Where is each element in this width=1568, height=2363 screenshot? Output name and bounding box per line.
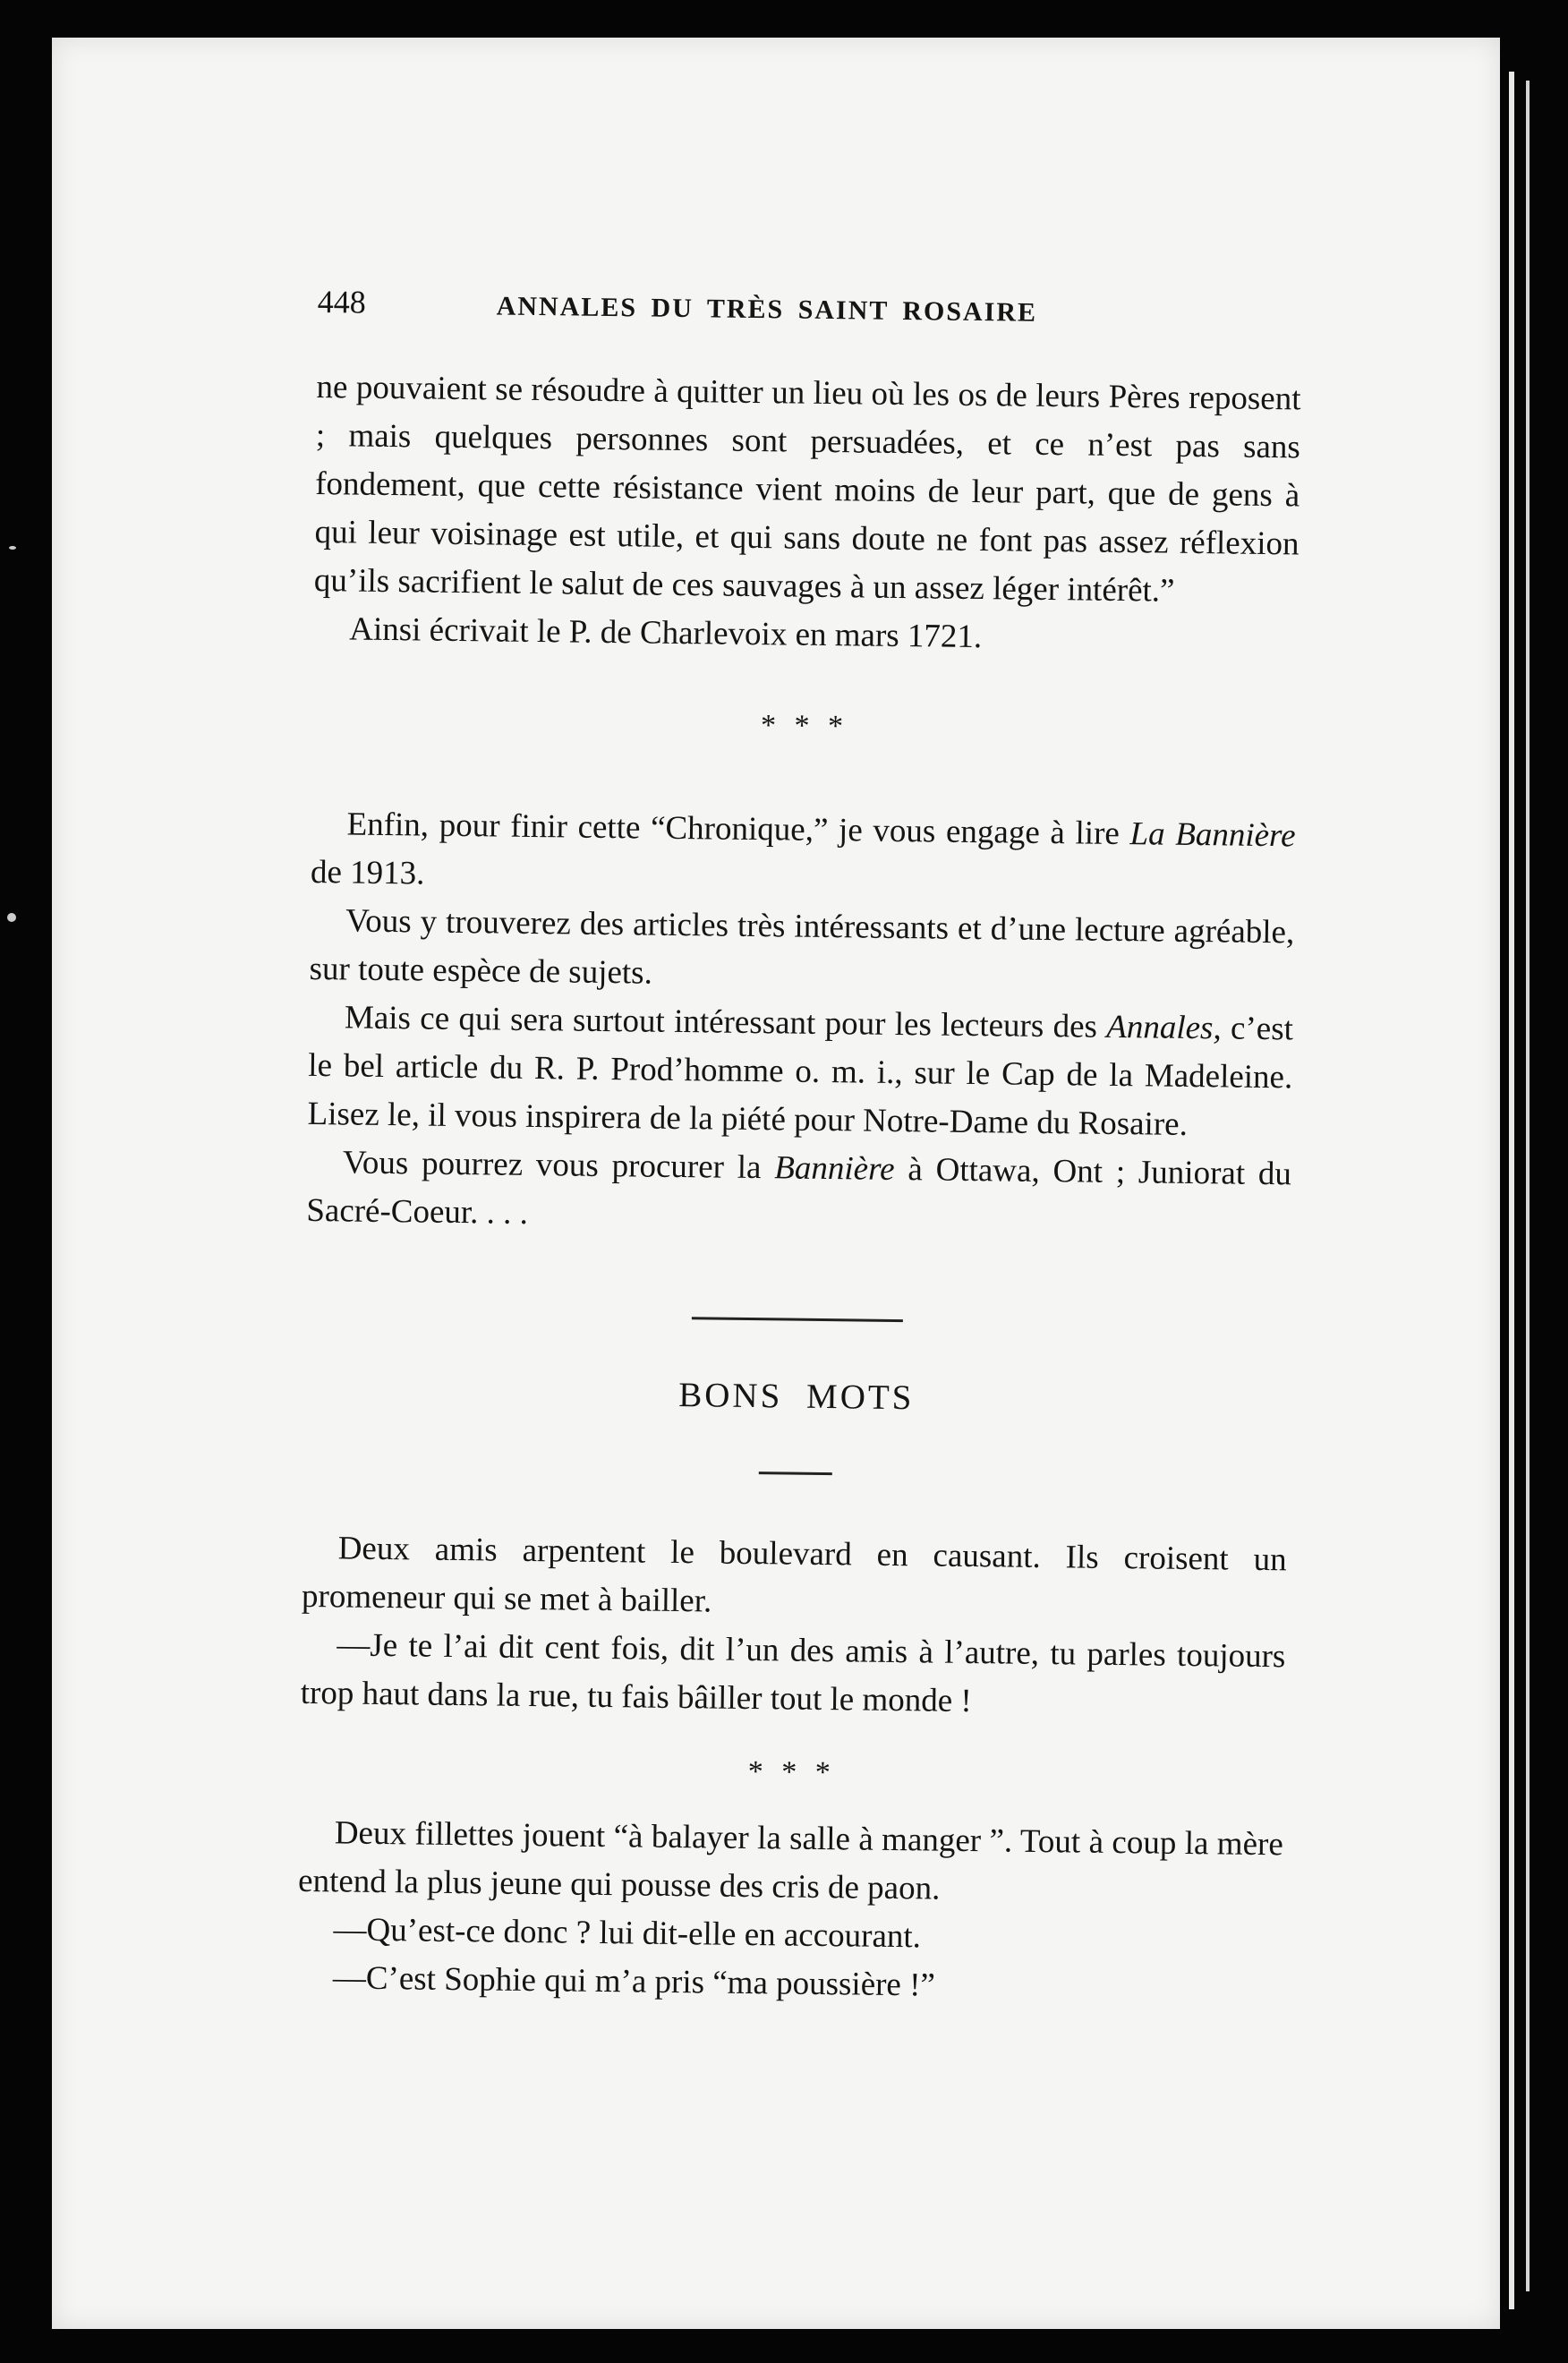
italic-title: La Bannière <box>1129 815 1296 855</box>
paragraph-text: Enfin, pour finir cette “Chronique,” je vous engage à lire <box>346 806 1121 852</box>
joke-1-punchline: —Je te l’ai dit cent fois, dit l’un des amis à l’autre, tu parles toujours trop haut dans la rue, tu fais bâiller tout le monde ! <box>300 1626 1286 1720</box>
joke-2-question: —Qu’est-ce donc ? lui dit-elle en accourant. <box>333 1911 922 1956</box>
scan-speck <box>7 913 16 922</box>
joke-1-intro: Deux amis arpentent le boulevard en causant. Ils croisent un promeneur qui se met à bailler. <box>301 1530 1287 1620</box>
paragraph-text: à Ottawa, Ont ; Juniorat du Sacré-Coeur. . . . <box>306 1151 1292 1232</box>
page-edge-shadow <box>1526 81 1530 2291</box>
page-number: 448 <box>317 283 366 320</box>
paragraph-annales <box>307 994 1293 1150</box>
paragraph-text: Vous pourrez vous procurer la <box>342 1144 762 1187</box>
joke-2-intro: Deux fillettes jouent “à balayer la salle à manger ”. Tout à coup la mère entend la plus jeune qui pousse des cris de paon. <box>297 1814 1284 1907</box>
paragraph-banniere <box>306 1139 1291 1247</box>
joke-2-punchline: —C’est Sophie qui m’a pris “ma poussière !” <box>332 1959 936 2004</box>
running-title: ANNALES DU TRÈS SAINT ROSAIRE <box>496 291 1038 328</box>
paragraph-chronique <box>311 800 1296 909</box>
scan-speck <box>9 546 16 550</box>
italic-title: Bannière <box>774 1149 895 1188</box>
paragraph-articles: Vous y trouverez des articles très intéressants et d’une lecture agréable, sur toute espèce de sujets. <box>309 902 1295 992</box>
section-rule <box>692 1317 903 1322</box>
next-page-edge <box>1509 72 1514 2309</box>
section-separator: * * * <box>760 709 849 744</box>
paragraph-text: c’est le bel article du R. P. Prod’homme o. m. i., sur le Cap de la Madeleine. Lisez le, il vous inspirera de la piété pour Notre-Dame du Rosaire. <box>307 1010 1294 1143</box>
text-column <box>297 283 1302 2014</box>
paragraph-charlevoix: Ainsi écrivait le P. de Charlevoix en mars 1721. <box>349 610 983 656</box>
title-rule <box>759 1472 832 1475</box>
section-title: BONS MOTS <box>678 1376 915 1418</box>
paragraph-continuation: ne pouvaient se résoudre à quitter un lieu où les os de leurs Pères reposent ; mais quelques personnes sont persuadées, et ce n’est pas sans fondement, que cette résistance vient moins de leur part, que de gens à qui leur voisinage est utile, et qui sans doute ne font pas assez réflexion qu’ils sacrifient le salut de ces sauvages à un assez léger intérêt.” <box>313 368 1301 610</box>
joke-separator: * * * <box>747 1754 836 1790</box>
italic-title: Annales, <box>1106 1008 1222 1047</box>
paragraph-text: Mais ce qui sera surtout intéressant pour les lecteurs des <box>344 999 1098 1045</box>
paragraph-text: de 1913. <box>310 853 425 892</box>
